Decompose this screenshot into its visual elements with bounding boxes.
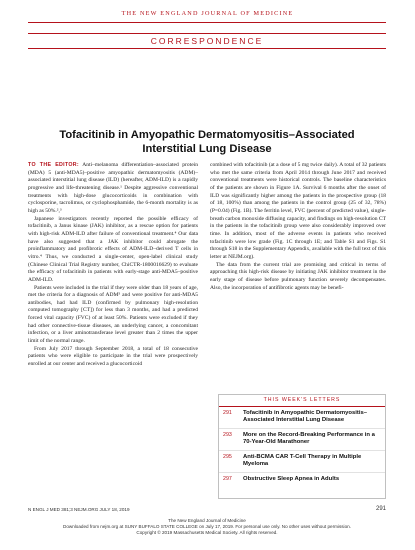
article-title-line1: Tofacitinib in Amyopathic Dermatomyositis–Associated [59,129,355,141]
page-number: 291 [375,506,386,512]
copyright-line: The New England Journal of Medicine [168,518,246,523]
journal-header: THE NEW ENGLAND JOURNAL OF MEDICINE [121,10,294,17]
toc-item[interactable] [219,473,385,495]
box-title: THIS WEEK'S LETTERS [219,395,385,407]
copyright-line: Downloaded from nejm.org at SUNY BUFFALO STATE COLLEGE on July 17, 2019. For personal use only. No other uses without permission. [63,524,351,529]
header-rule [28,22,386,23]
toc-item[interactable] [219,451,385,473]
body-paragraph: Patients were included in the trial if they were older than 18 years of age, met the criteria for a diagnosis of ADM⁵ and were positive for anti-MDA5 antibodies, had had ILD (confirmed by pulmonary high-resolution computed tomography [CT]) for less than 3 months, and had a predicted forced vital capacity (FVC) of at least 50%. Patients were excluded if they had other connective-tissue diseases, an underlying cancer, a concomitant infection, or a liver aminotransferase level greater than 2 times the upper limit of the normal range. [28,284,198,345]
toc-item[interactable] [219,407,385,429]
body-paragraph: combined with tofacitinib (at a dose of 5 mg twice daily). A total of 32 patients who met the same criteria from April 2014 through June 2017 and received conventional treatments were historical controls. The baseline characteristics of the patients are shown in Figure 1A. Survival 6 months after the onset of ILD was significantly higher among the patients in the prospective group (18 of 18, 100%) than among the patients in the control group (25 of 32, 78%) (P=0.04) (Fig. 1B). The ferritin level, FVC (percent of predicted value), single-breath carbon monoxide diffusing capacity, and findings on high-resolution CT in the patients in the tofacitinib group were also considerably improved over time. In addition, most of the adverse events in patients who received tofacitinib were low grade (Fig. 1C through 1E; and Table S1 and Figs. S1 through S18 in the Supplementary Appendix, available with the full text of this letter at NEJM.org). [210,162,386,260]
toc-page-number: 295 [223,454,232,460]
body-paragraph: Japanese investigators recently reported the possible efficacy of tofacitinib, a Janus kinase (JAK) inhibitor, as a rescue option for patients with high-risk ADM-ILD after failure of conventional treatment.⁴ Our data have also suggested that a JAK inhibitor could abrogate the proinflammatory and profibrotic effects of ADM-ILD–derived T cells in vitro.⁴ Thus, we conducted a single-center, open-label clinical study (Chinese Clinical Trial Registry number, ChiCTR-1800016629) to evaluate the efficacy of tofacitinib in patients with early-stage anti-MDA5–positive ADM-ILD. [28,215,198,283]
toc-title: More on the Record-Breaking Performance in a 70-Year-Old Marathoner [243,432,375,446]
section-banner: CORRESPONDENCE [28,33,386,49]
this-weeks-letters-box [218,394,386,499]
running-footer [28,506,386,516]
article-title-line2: Interstitial Lung Disease [142,143,272,155]
toc-page-number: 293 [223,432,232,438]
right-column [210,162,386,292]
toc-title: Obstructive Sleep Apnea in Adults [243,476,340,482]
toc-title: Tofacitinib in Amyopathic Dermatomyositis–Associated Interstitial Lung Disease [243,410,368,424]
left-column [28,162,198,369]
body-paragraph: TO THE EDITOR: Anti–melanoma differentiation–associated protein (MDA) 5 (anti-MDA5)–positive amyopathic dermatomyositis (ADM)–associated interstitial lung disease (ILD) (hereafter, ADM-ILD) is a rapidly progressive and life-threatening disease.¹ Despite aggressive conventional treatments with high-dose glucocorticoids in combination with cyclosporine, tacrolimus, or cyclophosphamide, the 6-month mortality is as high as 50%.²,³ [28,162,199,214]
body-paragraph: From July 2017 through September 2018, a total of 18 consecutive patients who were eligible to participate in the trial were prospectively enrolled at our center and received a glucocorticoid [28,345,198,368]
toc-page-number: 297 [223,476,232,482]
copyright-notice [28,518,386,536]
body-paragraph: The data from the current trial are promising and critical in terms of approaching this high-risk disease by initiating JAK inhibitor treatment in the early stage of disease before pulmonary function severely decompensates. Also, the incorporation of antifibrotic agents may be benefi- [210,261,386,291]
lead-in: TO THE EDITOR: [28,162,80,168]
toc-page-number: 291 [223,410,232,416]
footer-citation: N ENGL J MED 381;3 NEJM.ORG JULY 18, 2019 [28,507,130,512]
toc-item[interactable] [219,429,385,451]
toc-title: Anti-BCMA CAR T-Cell Therapy in Multiple Myeloma [243,454,362,468]
article-title [28,128,386,156]
copyright-line: Copyright © 2019 Massachusetts Medical Society. All rights reserved. [136,530,278,535]
